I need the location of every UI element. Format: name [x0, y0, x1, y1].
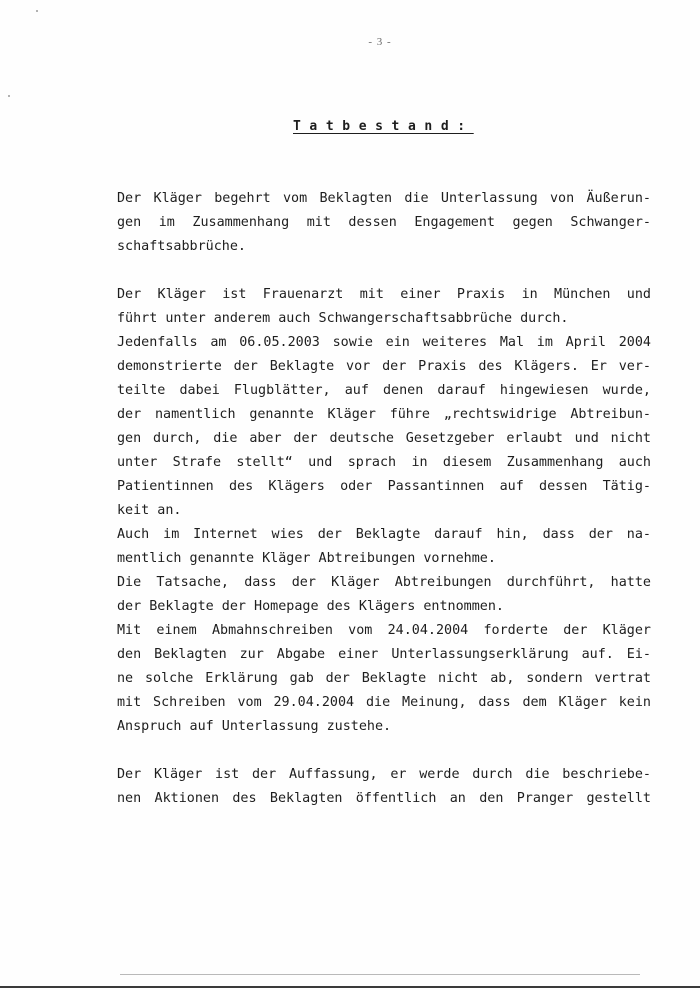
text-line: führt unter anderem auch Schwangerschaftsabbrüche durch. — [117, 311, 569, 326]
page-number: - 3 - — [368, 36, 392, 48]
text-line: Der Kläger begehrt vom Beklagten die Unterlassung von Äußerun- — [117, 191, 651, 206]
text-line: Der Kläger ist Frauenarzt mit einer Praxis in München und — [117, 287, 651, 302]
text-line: ne solche Erklärung gab der Beklagte nicht ab, sondern vertrat — [117, 671, 651, 686]
text-line: Patientinnen des Klägers oder Passantinnen auf dessen Tätig- — [117, 479, 651, 494]
text-line: keit an. — [117, 503, 182, 518]
text-line: der namentlich genannte Kläger führe „rechtswidrige Abtreibun- — [117, 407, 651, 422]
text-line: schaftsabbrüche. — [117, 239, 246, 254]
text-line: der Beklagte der Homepage des Klägers entnommen. — [117, 599, 504, 614]
scan-edge-line — [0, 986, 700, 988]
text-line: Jedenfalls am 06.05.2003 sowie ein weiteres Mal im April 2004 — [117, 335, 651, 350]
text-line: Auch im Internet wies der Beklagte darauf hin, dass der na- — [117, 527, 651, 542]
text-line: nen Aktionen des Beklagten öffentlich an den Pranger gestellt — [117, 791, 651, 806]
text-line: gen durch, die aber der deutsche Gesetzgeber erlaubt und nicht — [117, 431, 651, 446]
text-line: teilte dabei Flugblätter, auf denen darauf hingewiesen wurde, — [117, 383, 651, 398]
text-line: mentlich genannte Kläger Abtreibungen vornehme. — [117, 551, 496, 566]
text-line: unter Strafe stellt“ und sprach in diesem Zusammenhang auch — [117, 455, 651, 470]
scan-edge-line — [120, 974, 640, 975]
text-line: demonstrierte der Beklagte vor der Praxis des Klägers. Er ver- — [117, 359, 651, 374]
section-title: Tatbestand: — [293, 119, 474, 134]
text-line: Anspruch auf Unterlassung zustehe. — [117, 719, 392, 734]
scan-speck — [36, 10, 38, 12]
text-line: gen im Zusammenhang mit dessen Engagement gegen Schwanger- — [117, 215, 651, 230]
text-line: Der Kläger ist der Auffassung, er werde durch die beschriebe- — [117, 767, 651, 782]
text-line: mit Schreiben vom 29.04.2004 die Meinung, dass dem Kläger kein — [117, 695, 651, 710]
scan-speck — [8, 95, 10, 97]
text-line: den Beklagten zur Abgabe einer Unterlassungserklärung auf. Ei- — [117, 647, 651, 662]
text-line: Die Tatsache, dass der Kläger Abtreibungen durchführt, hatte — [117, 575, 651, 590]
text-line: Mit einem Abmahnschreiben vom 24.04.2004 forderte der Kläger — [117, 623, 651, 638]
